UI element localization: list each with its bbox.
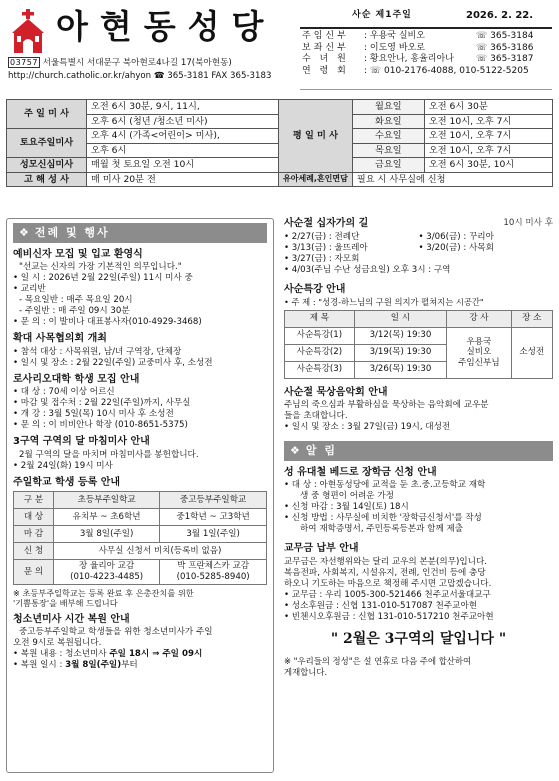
liturgical-week: 사순 제1주일 xyxy=(352,10,412,20)
notice-title: 청소년미사 시간 복원 안내 xyxy=(13,613,130,625)
zip-code: 03757 xyxy=(10,58,38,67)
staff-role: 주임신부 xyxy=(302,31,349,42)
section-banner xyxy=(13,223,267,243)
notice-line: 중고등부주일학교 학생들을 위한 청소년미사가 주일 xyxy=(19,627,213,638)
notice-line: • 빈첸시오후원금 : 신협 131-010-517210 천주교아현 xyxy=(284,611,494,622)
street-address: 서울특별시 서대문구 북아현로4나길 17(북아현동) xyxy=(39,58,232,68)
staff-role: 연 령 회 xyxy=(302,65,349,76)
notice-line: 하여 재학증명서, 주민등록등본과 함께 제출 xyxy=(300,524,464,535)
list-item: • 3/06(금) : 꾸리아 xyxy=(418,231,494,242)
weekday-name: 수요일 xyxy=(352,129,424,144)
table-cell: 유치부 ~ 초6학년 xyxy=(54,509,160,526)
notice-line: • 성소후원금 : 신협 131-010-517087 천주교아현 xyxy=(284,600,478,611)
table-cell: 장 율리아 교감 (010-4223-4485) xyxy=(54,560,160,584)
notice-title: 3구역 구역의 달 마침미사 안내 xyxy=(13,436,150,448)
marian-mass-time: 매월 첫 토요일 오전 10시 xyxy=(87,158,279,173)
table-cell: 3/19(목) 19:30 xyxy=(354,344,446,361)
church-logo xyxy=(8,8,48,54)
weekday-time: 오전 10시, 오후 7시 xyxy=(424,143,552,158)
notice-line: - 주일반 : 매 주일 09시 30분 xyxy=(19,306,130,317)
sunday-mass-label: 주 일 미 사 xyxy=(7,100,87,129)
table-cell: 사무실 신청서 비치(등록비 없음) xyxy=(54,543,267,560)
saturday-mass-label: 토요주일미사 xyxy=(7,129,87,158)
notice-title: 사순절 묵상음악회 안내 xyxy=(284,386,388,398)
notice-line: • 참석 대상 : 사목위원, 남/녀 구역장, 단체장 xyxy=(13,346,182,357)
weekday-time: 오전 10시, 오후 7시 xyxy=(424,129,552,144)
confession-time: 매 미사 20분 전 xyxy=(87,172,279,187)
list-item: • 3/13(금) : 울뜨레아 xyxy=(284,242,368,253)
sunday-school-table xyxy=(13,491,267,584)
table-cell: 마 감 xyxy=(14,526,54,543)
table-cell: 대 상 xyxy=(14,509,54,526)
header-divider xyxy=(300,27,552,29)
table-cell: 사순특강(2) xyxy=(285,344,355,361)
text-span: 주일 18시 ⇒ 주일 09시 xyxy=(109,649,203,660)
list-item: • 3/27(금) : 자모회 xyxy=(284,253,360,264)
notice-title: 성 유대철 베드로 장학금 신청 안내 xyxy=(284,466,437,478)
staff-name: : 우용국 실비오 xyxy=(364,31,425,42)
notice-line: • 개 강 : 3월 5일(목) 10시 미사 후 소성전 xyxy=(13,409,174,420)
section-title: 전례 및 행사 xyxy=(34,226,110,239)
notice-title: 주일학교 학생 등록 안내 xyxy=(13,476,121,488)
table-cell: 3/12(목) 19:30 xyxy=(354,327,446,344)
notice-line: • 교무금 : 우리 1005-300-521466 천주교서울대교구 xyxy=(284,589,491,600)
staff-row xyxy=(302,66,552,78)
list-item: • 2/27(금) : 전례단 xyxy=(284,231,360,242)
notice-title: 교무금 납부 안내 xyxy=(284,543,359,555)
notice-header xyxy=(284,218,553,231)
baptism-marriage-label: 유아세례,혼인면담 xyxy=(279,172,353,187)
table-cell: 문 의 xyxy=(14,560,54,584)
staff-row xyxy=(302,43,552,55)
station-list xyxy=(284,232,553,265)
sunday-mass-times: 오전 6시 30분, 9시, 11시, xyxy=(87,100,279,115)
notice-line: • 신청 마감 : 3월 14일(토) 18시 xyxy=(284,502,409,513)
weekday-time: 오전 6시 30분, 10시 xyxy=(424,158,552,173)
notice-line: • 신청 방법 : 사무실에 비치한 '장학금신청서'를 작성 xyxy=(284,513,482,524)
table-header: 구 분 xyxy=(14,492,54,509)
weekday-name: 목요일 xyxy=(352,143,424,158)
text-span: 3월 8일(주일) xyxy=(65,660,122,671)
list-item: • 4/03(주님 수난 성금요일) 오후 3시 : 구역 xyxy=(284,264,451,275)
lecture-table xyxy=(284,310,553,379)
sunday-mass-times: 오후 6시 (청년 /청소년 미사) xyxy=(87,114,279,129)
confession-label: 고 해 성 사 xyxy=(7,172,87,187)
staff-phone: ☏ 365-3184 xyxy=(476,31,534,42)
notice-time: 10시 미사 후 xyxy=(503,218,553,228)
staff-phone: : ☏ 010-2176-4088, 010-5122-5205 xyxy=(364,65,529,76)
notice-line: 복음전파, 사회복지, 시설유지, 전례, 인건비 등에 충당 xyxy=(284,567,486,578)
staff-role: 보좌신부 xyxy=(302,42,349,53)
notice-line: • 문 의 : 이 발비나 대표봉사자(010-4929-3468) xyxy=(13,317,202,328)
section-title: 알 림 xyxy=(305,444,337,458)
footnote: ※ "우리들의 정성"은 설 연휴로 다음 주에 합산하여 게재합니다. xyxy=(284,656,472,678)
table-cell: 소성전 xyxy=(511,327,552,378)
diamond-icon: ❖ xyxy=(290,444,302,458)
table-cell: 3월 8일(주일) xyxy=(54,526,160,543)
notice-line: 들을 초대합니다. xyxy=(284,411,348,422)
saturday-mass-times: 오후 4시 (가족<어린이> 미사), xyxy=(87,129,279,144)
text-span: 부터 xyxy=(121,660,138,671)
church-address xyxy=(8,58,232,69)
mass-schedule-table xyxy=(6,99,553,187)
section-banner xyxy=(284,441,553,461)
notice-line: • 일시 및 장소 : 3월 27일(금) 19시, 대성전 xyxy=(284,422,451,433)
staff-role: 수 녀 원 xyxy=(302,54,349,65)
table-cell: 사순특강(1) xyxy=(285,327,355,344)
notices-column xyxy=(284,218,553,678)
table-cell: 박 프란체스카 교감 (010-5285-8940) xyxy=(160,560,267,584)
notice-line: • 주 제 : "성경-하느님의 구원 의지가 펼쳐지는 시공간" xyxy=(284,297,484,307)
table-header: 중고등부주일학교 xyxy=(160,492,267,509)
notice-line: "선교는 신자의 가장 기본적인 의무입니다." xyxy=(19,262,182,273)
saturday-mass-times: 오후 6시 xyxy=(87,143,279,158)
table-cell: 3/26(목) 19:30 xyxy=(354,361,446,378)
list-item: • 3/20(금) : 사목회 xyxy=(418,242,494,253)
staff-directory xyxy=(302,31,552,77)
notice-title: 사순절 십자가의 길 xyxy=(284,218,369,229)
notice-line: • 2월 24일(화) 19시 미사 xyxy=(13,460,113,471)
weekday-mass-label: 평 일 미 사 xyxy=(279,100,353,173)
notice-line: • 대 상 : 70세 이상 어르신 xyxy=(13,387,115,398)
notice-title: 확대 사목협의회 개최 xyxy=(13,333,107,345)
church-name: 아현동성당 xyxy=(56,7,276,46)
table-cell: 중1학년 ~ 고3학년 xyxy=(160,509,267,526)
weekday-name: 화요일 xyxy=(352,114,424,129)
table-cell: 사순특강(3) xyxy=(285,361,355,378)
notice-line: 주님의 죽으심과 부활하심을 묵상하는 음악회에 교우분 xyxy=(284,400,489,411)
notice-line: • 교리반 xyxy=(13,284,46,295)
liturgy-events-column xyxy=(6,218,274,773)
marian-mass-label: 성모신심미사 xyxy=(7,158,87,173)
notice-note: ※ 초등부주일학교는 등록 완료 후 은총잔치를 위한 '기쁨통장'을 배부해 드립니다 xyxy=(13,587,194,609)
notice-line: 교무금은 자선행위와는 달리 교우의 본분(의무)입니다. xyxy=(284,556,487,567)
notice-title: 예비신자 모집 및 입교 환영식 xyxy=(13,248,143,260)
staff-row xyxy=(302,54,552,66)
table-header: 제 목 xyxy=(285,310,355,327)
notice-line: 오전 9시로 복원됩니다. xyxy=(13,638,102,649)
weekday-time: 오전 10시, 오후 7시 xyxy=(424,114,552,129)
weekday-time: 오전 6시 30분 xyxy=(424,100,552,115)
table-cell: 3월 1일(주일) xyxy=(160,526,267,543)
staff-phone: ☏ 365-3187 xyxy=(476,54,534,65)
table-cell: 신 청 xyxy=(14,543,54,560)
notice-line: • 일 시 : 2026년 2월 22일(주일) 11시 미사 중 xyxy=(13,273,193,284)
notice-line: 생 중 형편이 어려운 가정 xyxy=(300,491,394,502)
issue-date: 2026. 2. 22. xyxy=(466,10,534,21)
notice-line: • 대 상 : 아현동성당에 교적을 둔 초.중.고등학교 재학 xyxy=(284,480,486,491)
notice-line: • 마감 및 접수처 : 2월 22일(주일)까지, 사무실 xyxy=(13,398,191,409)
table-cell: 우용국 실비오 주임신부님 xyxy=(447,327,511,378)
notice-title: 사순특강 안내 xyxy=(284,283,346,295)
notice-title: 로사리오대학 학생 모집 안내 xyxy=(13,373,140,385)
notice-line: • 문 의 : 이 비비안나 학장 (010-8651-5375) xyxy=(13,420,188,431)
diamond-icon: ❖ xyxy=(19,226,31,239)
weekday-name: 월요일 xyxy=(352,100,424,115)
notice-line: 2월 구역의 달을 마치며 마침미사를 봉헌합니다. xyxy=(19,449,199,460)
table-header: 강 사 xyxy=(447,310,511,327)
table-header: 일 시 xyxy=(354,310,446,327)
text-span: • 복원 일시 : xyxy=(13,660,66,671)
notice-line xyxy=(13,649,267,660)
staff-row xyxy=(302,31,552,43)
month-theme-quote: " 2월은 3구역의 달입니다 " xyxy=(330,630,507,647)
notice-line: • 일시 및 장소 : 2월 22일(주일) 교중미사 후, 소성전 xyxy=(13,357,213,368)
staff-phone: ☏ 365-3186 xyxy=(476,42,534,53)
staff-name: : 이도영 바오로 xyxy=(364,42,425,53)
weekday-name: 금요일 xyxy=(352,158,424,173)
text-span: • 복원 내용 : 청소년미사 xyxy=(13,649,110,660)
baptism-marriage-info: 필요 시 사무실에 신청 xyxy=(352,172,552,187)
staff-name: : 황요안나, 홍율리아나 xyxy=(364,54,454,65)
church-website[interactable]: http://church.catholic.or.kr/ahyon ☎ 365-3181 FAX 365-3183 xyxy=(8,71,272,81)
table-header: 초등부주일학교 xyxy=(54,492,160,509)
notice-line xyxy=(13,660,267,671)
notice-line: - 목요일반 : 매주 목요일 20시 xyxy=(19,295,133,306)
header-divider xyxy=(300,89,552,90)
table-header: 장 소 xyxy=(511,310,552,327)
notice-line: 하오니 기도하는 마음으로 책정해 주시면 고맙겠습니다. xyxy=(284,578,492,589)
